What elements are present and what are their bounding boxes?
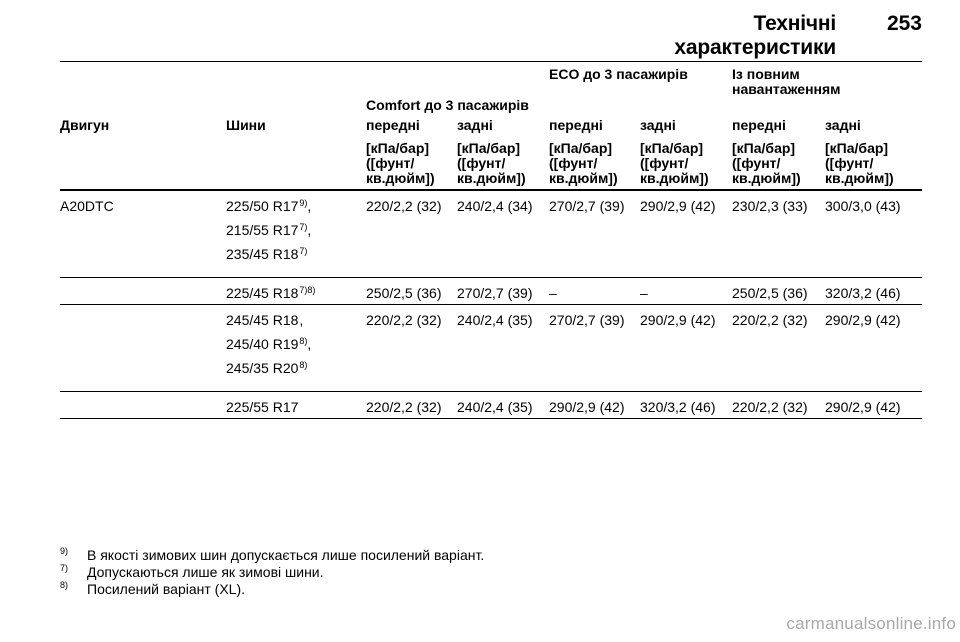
pressure-cell: – bbox=[640, 278, 732, 305]
pressure-cell: 230/2,3 (33) bbox=[732, 190, 825, 278]
pressure-cell: 220/2,2 (32) bbox=[366, 305, 457, 392]
unit-label: [кПа/бар] ([фунт/ кв.дюйм]) bbox=[640, 137, 732, 190]
tire-size: 225/50 R17$^{9)}$, bbox=[226, 198, 312, 214]
group-header-comfort: Comfort до 3 пасажирів bbox=[366, 97, 529, 113]
pressure-cell: 220/2,2 (32) bbox=[366, 392, 457, 419]
column-header-rear: задні bbox=[457, 117, 493, 133]
group-header-full-load: Із повним навантаженням bbox=[732, 66, 841, 97]
tire-pressure-table bbox=[60, 62, 922, 419]
pressure-cell: – bbox=[549, 278, 640, 305]
footnote-text: Допускаються лише як зимові шини. bbox=[87, 564, 324, 580]
pressure-cell: 270/2,7 (39) bbox=[549, 190, 640, 278]
tire-size: 245/35 R20$^{8)}$ bbox=[226, 360, 308, 376]
tires-cell bbox=[226, 190, 366, 278]
pressure-cell: 240/2,4 (34) bbox=[457, 190, 549, 278]
column-header-rear: задні bbox=[825, 117, 861, 133]
engine-cell bbox=[60, 305, 226, 392]
pressure-cell: 240/2,4 (35) bbox=[457, 392, 549, 419]
unit-label: [кПа/бар] ([фунт/ кв.дюйм]) bbox=[732, 137, 825, 190]
pressure-cell: 270/2,7 (39) bbox=[549, 305, 640, 392]
pressure-cell: 250/2,5 (36) bbox=[732, 278, 825, 305]
tires-cell: 225/55 R17 bbox=[226, 392, 366, 419]
page-title: Технічні характеристики bbox=[674, 12, 836, 59]
footnote-mark: 9) bbox=[60, 546, 69, 556]
tire-size: 235/45 R18$^{7)}$ bbox=[226, 246, 308, 262]
tire-size: 215/55 R17$^{7)}$, bbox=[226, 222, 312, 238]
footnote bbox=[60, 564, 760, 581]
footnote-text: В якості зимових шин допускається лише посилений варіант. bbox=[87, 547, 485, 563]
pressure-cell: 220/2,2 (32) bbox=[366, 190, 457, 278]
pressure-cell: 290/2,9 (42) bbox=[825, 392, 922, 419]
unit-label: [кПа/бар] ([фунт/ кв.дюйм]) bbox=[457, 137, 549, 190]
pressure-cell: 320/3,2 (46) bbox=[825, 278, 922, 305]
footnote-mark: 8) bbox=[60, 580, 69, 590]
column-header-front: передні bbox=[732, 117, 786, 133]
pressure-cell: 290/2,9 (42) bbox=[640, 305, 732, 392]
unit-spacer bbox=[60, 137, 226, 190]
header-spacer bbox=[60, 62, 226, 117]
pressure-cell: 250/2,5 (36) bbox=[366, 278, 457, 305]
table-row bbox=[60, 305, 922, 392]
footnote bbox=[60, 547, 760, 564]
engine-cell bbox=[60, 392, 226, 419]
column-header-engine: Двигун bbox=[60, 117, 110, 133]
footnote bbox=[60, 581, 760, 598]
pressure-cell: 220/2,2 (32) bbox=[732, 305, 825, 392]
tires-cell bbox=[226, 305, 366, 392]
footnotes bbox=[60, 547, 760, 598]
table-row bbox=[60, 190, 922, 278]
unit-label: [кПа/бар] ([фунт/ кв.дюйм]) bbox=[825, 137, 922, 190]
table-row bbox=[60, 392, 922, 419]
pressure-cell: 320/3,2 (46) bbox=[640, 392, 732, 419]
unit-label: [кПа/бар] ([фунт/ кв.дюйм]) bbox=[366, 137, 457, 190]
column-header-front: передні bbox=[366, 117, 420, 133]
tires-cell: 225/45 $R18^{7)8)}$ bbox=[226, 278, 366, 305]
pressure-cell: 290/2,9 (42) bbox=[640, 190, 732, 278]
footnote-mark: 7) bbox=[60, 563, 69, 573]
column-header-rear: задні bbox=[640, 117, 676, 133]
page-number: 253 bbox=[886, 12, 922, 35]
table-row bbox=[60, 278, 922, 305]
footnote-text: Посилений варіант (XL). bbox=[87, 581, 246, 597]
unit-spacer bbox=[226, 137, 366, 190]
tire-size: 245/40 R19$^{8)}$, bbox=[226, 336, 312, 352]
pressure-cell: 290/2,9 (42) bbox=[549, 392, 640, 419]
pressure-cell: 300/3,0 (43) bbox=[825, 190, 922, 278]
watermark: carmanualsonline.info bbox=[786, 614, 956, 633]
group-header-eco: ECO до 3 пасажирів bbox=[549, 66, 688, 82]
pressure-cell: 240/2,4 (35) bbox=[457, 305, 549, 392]
column-header-front: передні bbox=[549, 117, 603, 133]
unit-label: [кПа/бар] ([фунт/ кв.дюйм]) bbox=[549, 137, 640, 190]
header-spacer bbox=[226, 62, 366, 117]
pressure-cell: 290/2,9 (42) bbox=[825, 305, 922, 392]
column-header-tires: Шини bbox=[226, 117, 266, 133]
engine-cell bbox=[60, 278, 226, 305]
tire-size: 245/45 R18, bbox=[226, 312, 304, 328]
engine-cell: A20DTC bbox=[60, 190, 226, 278]
pressure-cell: 270/2,7 (39) bbox=[457, 278, 549, 305]
pressure-cell: 220/2,2 (32) bbox=[732, 392, 825, 419]
